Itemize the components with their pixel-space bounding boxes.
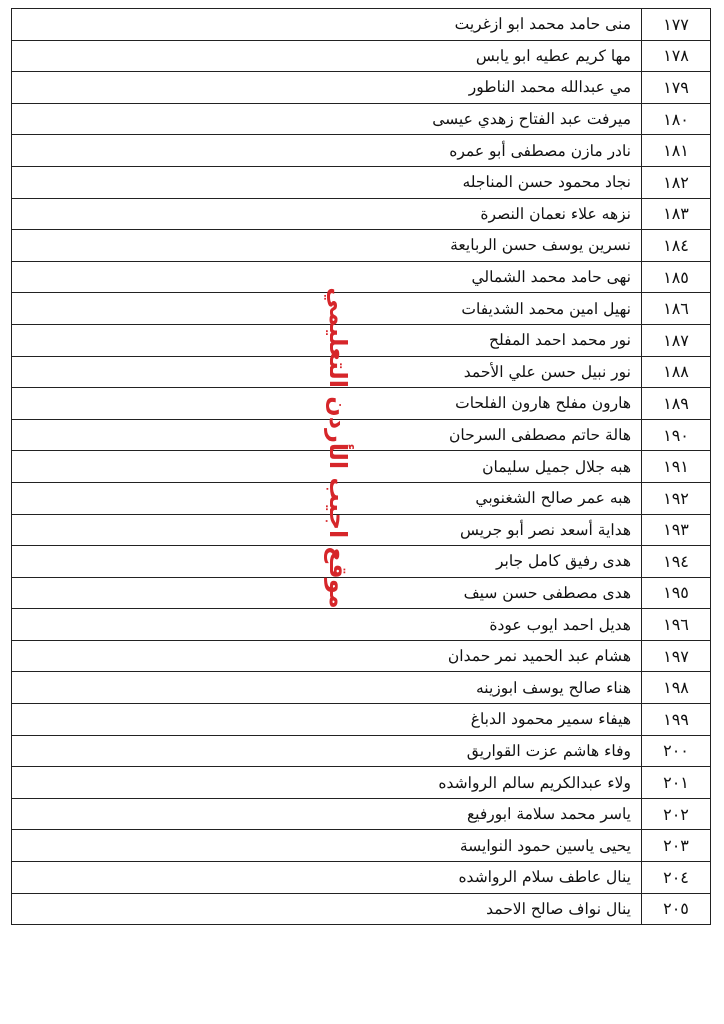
table-row — [12, 9, 711, 41]
student-name: هيفاء سمير محمود الدباغ — [12, 704, 642, 736]
table-row — [12, 514, 711, 546]
student-name: نهى حامد محمد الشمالي — [12, 261, 642, 293]
table-row — [12, 72, 711, 104]
table-row — [12, 798, 711, 830]
row-number: ١٨٣ — [642, 198, 711, 230]
student-name: نهيل امين محمد الشديفات — [12, 293, 642, 325]
student-name: هبه جلال جميل سليمان — [12, 451, 642, 483]
student-name: نور نبيل حسن علي الأحمد — [12, 356, 642, 388]
row-number: ١٩٥ — [642, 577, 711, 609]
row-number: ١٩٩ — [642, 704, 711, 736]
table-row — [12, 40, 711, 72]
table-row — [12, 862, 711, 894]
site-watermark: موقع اجيب الأردن التعليمي — [324, 287, 352, 609]
table-row — [12, 230, 711, 262]
row-number: ٢٠٣ — [642, 830, 711, 862]
student-name: مها كريم عطيه ابو يابس — [12, 40, 642, 72]
table-row — [12, 482, 711, 514]
row-number: ١٨٩ — [642, 388, 711, 420]
student-name: نور محمد احمد المفلح — [12, 324, 642, 356]
student-name: هدى رفيق كامل جابر — [12, 546, 642, 578]
names-table — [11, 8, 711, 925]
table-row — [12, 767, 711, 799]
student-name: هالة حاتم مصطفى السرحان — [12, 419, 642, 451]
table-row — [12, 830, 711, 862]
table-row — [12, 893, 711, 925]
table-row — [12, 388, 711, 420]
table-row — [12, 324, 711, 356]
student-name: هارون مفلح هارون الفلحات — [12, 388, 642, 420]
row-number: ١٨٦ — [642, 293, 711, 325]
student-name: هبه عمر صالح الشغنوبي — [12, 482, 642, 514]
student-name: هديل احمد ايوب عودة — [12, 609, 642, 641]
row-number: ١٩٢ — [642, 482, 711, 514]
student-name: نجاد محمود حسن المناجله — [12, 166, 642, 198]
table-row — [12, 672, 711, 704]
row-number: ١٨٠ — [642, 103, 711, 135]
row-number: ١٨٨ — [642, 356, 711, 388]
student-name: نزهه علاء نعمان النصرة — [12, 198, 642, 230]
student-name: هداية أسعد نصر أبو جريس — [12, 514, 642, 546]
row-number: ٢٠٤ — [642, 862, 711, 894]
row-number: ١٩٠ — [642, 419, 711, 451]
student-name: ميرفت عبد الفتاح زهدي عيسى — [12, 103, 642, 135]
row-number: ٢٠٢ — [642, 798, 711, 830]
row-number: ٢٠٥ — [642, 893, 711, 925]
table-row — [12, 609, 711, 641]
student-name: نادر مازن مصطفى أبو عمره — [12, 135, 642, 167]
row-number: ٢٠٠ — [642, 735, 711, 767]
row-number: ١٨٤ — [642, 230, 711, 262]
student-name: ينال نواف صالح الاحمد — [12, 893, 642, 925]
table-row — [12, 546, 711, 578]
table-row — [12, 261, 711, 293]
student-name: ولاء عبدالكريم سالم الرواشده — [12, 767, 642, 799]
row-number: ١٩٦ — [642, 609, 711, 641]
student-name: يحيى ياسين حمود النوايسة — [12, 830, 642, 862]
row-number: ١٨١ — [642, 135, 711, 167]
student-name: نسرين يوسف حسن الربايعة — [12, 230, 642, 262]
row-number: ١٨٥ — [642, 261, 711, 293]
student-name: ينال عاطف سلام الرواشده — [12, 862, 642, 894]
table-row — [12, 735, 711, 767]
table-row — [12, 640, 711, 672]
row-number: ١٩١ — [642, 451, 711, 483]
row-number: ١٧٨ — [642, 40, 711, 72]
student-name: هدى مصطفى حسن سيف — [12, 577, 642, 609]
student-name: هشام عبد الحميد نمر حمدان — [12, 640, 642, 672]
student-name: وفاء هاشم عزت القواريق — [12, 735, 642, 767]
row-number: ١٨٢ — [642, 166, 711, 198]
table-row — [12, 704, 711, 736]
row-number: ١٧٩ — [642, 72, 711, 104]
table-row — [12, 419, 711, 451]
row-number: ١٧٧ — [642, 9, 711, 41]
student-name: مي عبدالله محمد الناطور — [12, 72, 642, 104]
table-row — [12, 166, 711, 198]
student-name: منى حامد محمد ابو ازغريت — [12, 9, 642, 41]
row-number: ٢٠١ — [642, 767, 711, 799]
table-row — [12, 577, 711, 609]
row-number: ١٩٨ — [642, 672, 711, 704]
row-number: ١٩٣ — [642, 514, 711, 546]
table-row — [12, 198, 711, 230]
table-row — [12, 103, 711, 135]
row-number: ١٨٧ — [642, 324, 711, 356]
row-number: ١٩٧ — [642, 640, 711, 672]
student-name: هناء صالح يوسف ابوزينه — [12, 672, 642, 704]
table-row — [12, 293, 711, 325]
row-number: ١٩٤ — [642, 546, 711, 578]
table-row — [12, 135, 711, 167]
names-table-body — [12, 9, 711, 925]
student-name: ياسر محمد سلامة ابورفيع — [12, 798, 642, 830]
table-row — [12, 451, 711, 483]
table-row — [12, 356, 711, 388]
